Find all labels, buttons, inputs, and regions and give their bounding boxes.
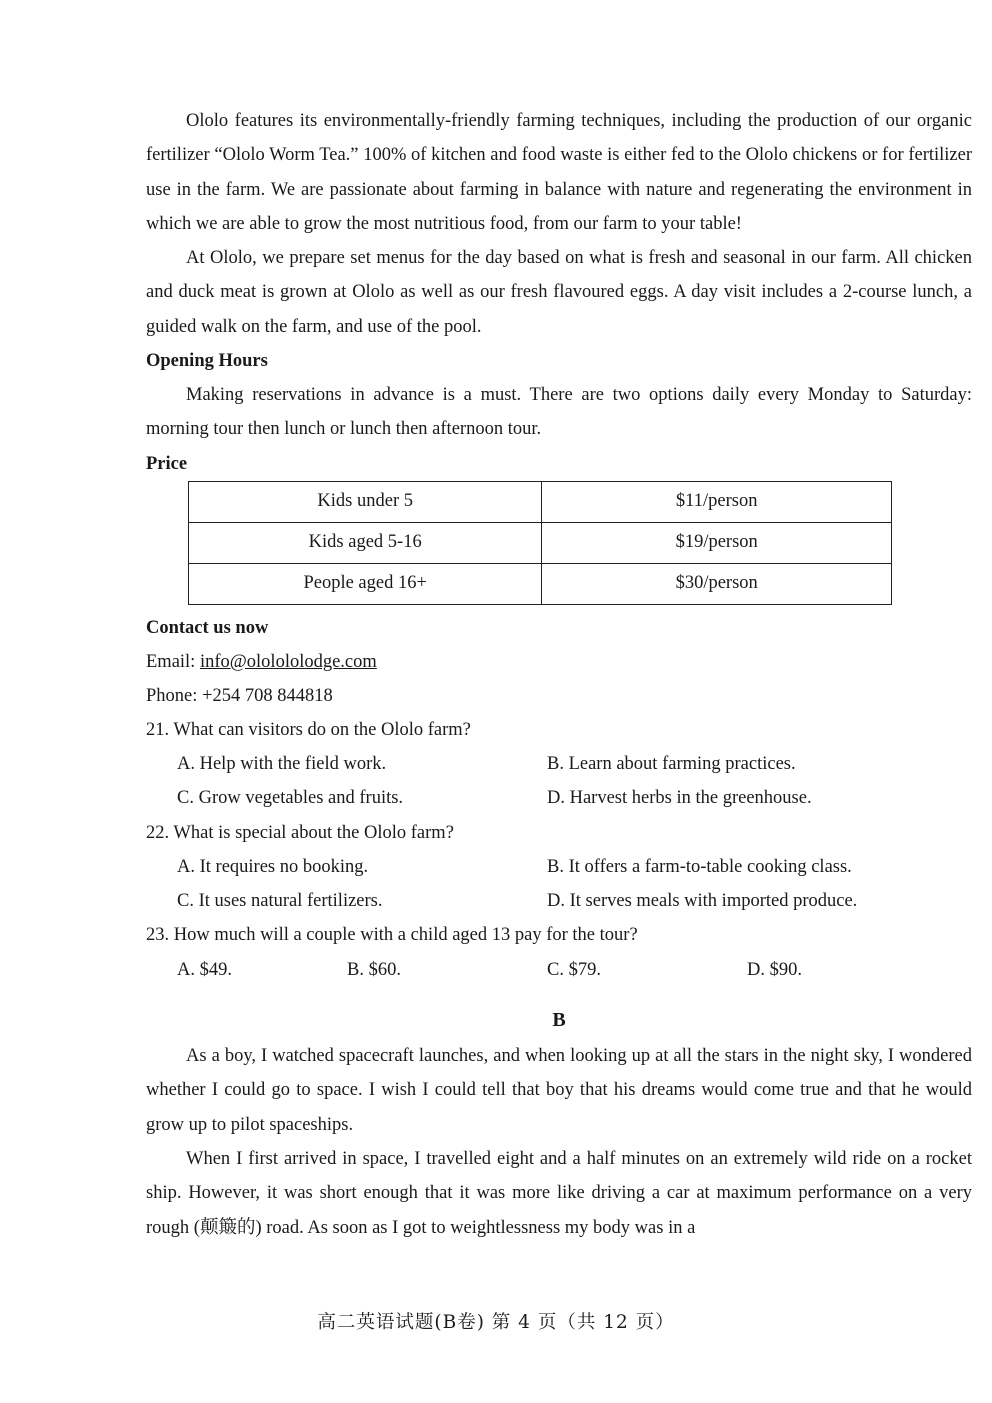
page-footer: 高二英语试题(B卷) 第 4 页（共 12 页） — [317, 1312, 675, 1333]
price-value-cell: $30/person — [542, 563, 892, 604]
question-23-options-row — [146, 953, 972, 987]
price-group-cell: People aged 16+ — [189, 563, 542, 604]
page-content — [146, 104, 972, 1245]
question-22-options-row-1 — [146, 850, 972, 884]
price-value-cell: $19/person — [542, 522, 892, 563]
question-21-option-a: A. Help with the field work. — [177, 753, 387, 774]
price-group-cell: Kids aged 5-16 — [189, 522, 542, 563]
price-table — [188, 481, 892, 605]
question-23-option-a: A. $49. — [177, 959, 232, 980]
question-22-option-b: B. It offers a farm-to-table cooking class. — [547, 856, 852, 877]
question-22-option-c: C. It uses natural fertilizers. — [177, 891, 383, 912]
question-21-options-row-2 — [146, 781, 972, 815]
opening-hours-text: Making reservations in advance is a must. There are two options daily every Monday to Saturday: morning tour then lunch or lunch then afternoon tour. — [146, 385, 972, 440]
email-line — [146, 645, 972, 679]
question-22-option-d: D. It serves meals with imported produce. — [547, 891, 858, 912]
question-23-option-d: D. $90. — [747, 959, 802, 980]
question-21-option-c: C. Grow vegetables and fruits. — [177, 788, 404, 809]
passage-b-paragraph-2: When I first arrived in space, I travelled eight and a half minutes on an extremely wild ride on a rocket ship. However, it was short enough that it was more like driving a car at maximum performance on a very rough (颠簸的) road. As soon as I got to weightlessness my body was in a — [146, 1148, 972, 1238]
question-23-stem: 23. How much will a couple with a child aged 13 pay for the tour? — [146, 925, 638, 946]
passage-a-paragraph-1: Ololo features its environmentally-friendly farming techniques, including the production of our organic fertilizer “Ololo Worm Tea.” 100% of kitchen and food waste is either fed to the Ololo chickens or for fertilizer use in the farm. We are passionate about farming in balance with nature and regenerating the environment in which we are able to grow the most nutritious food, from our farm to your table! — [146, 111, 972, 234]
question-23-option-b: B. $60. — [347, 959, 401, 980]
passage-b-paragraph-1: As a boy, I watched spacecraft launches, and when looking up at all the stars in the night sky, I wondered whether I could go to space. I wish I could tell that boy that his dreams would come true and that he would grow up to pilot spaceships. — [146, 1046, 972, 1135]
question-22-options-row-2 — [146, 884, 972, 918]
table-row — [189, 563, 892, 604]
question-21-option-d: D. Harvest herbs in the greenhouse. — [547, 788, 812, 809]
contact-heading: Contact us now — [146, 617, 269, 638]
question-22-stem: 22. What is special about the Ololo farm? — [146, 822, 454, 843]
price-value-cell: $11/person — [542, 481, 892, 522]
question-21-options-row-1 — [146, 747, 972, 781]
question-21-option-b: B. Learn about farming practices. — [547, 753, 796, 774]
section-b-heading: B — [552, 1009, 566, 1032]
price-group-cell: Kids under 5 — [189, 481, 542, 522]
price-heading: Price — [146, 453, 188, 474]
question-22-option-a: A. It requires no booking. — [177, 856, 369, 877]
phone-line: Phone: +254 708 844818 — [146, 685, 333, 706]
email-link[interactable]: info@ololololodge.com — [199, 651, 377, 672]
email-label: Email: — [146, 651, 200, 672]
table-row — [189, 481, 892, 522]
passage-a-paragraph-2: At Ololo, we prepare set menus for the day based on what is fresh and seasonal in our farm. All chicken and duck meat is grown at Ololo as well as our fresh flavoured eggs. A day visit includes a 2-course lunch, a guided walk on the farm, and use of the pool. — [146, 248, 972, 337]
question-21-stem: 21. What can visitors do on the Ololo farm? — [146, 719, 471, 740]
table-row — [189, 522, 892, 563]
opening-hours-heading: Opening Hours — [146, 351, 268, 372]
question-23-option-c: C. $79. — [547, 959, 601, 980]
